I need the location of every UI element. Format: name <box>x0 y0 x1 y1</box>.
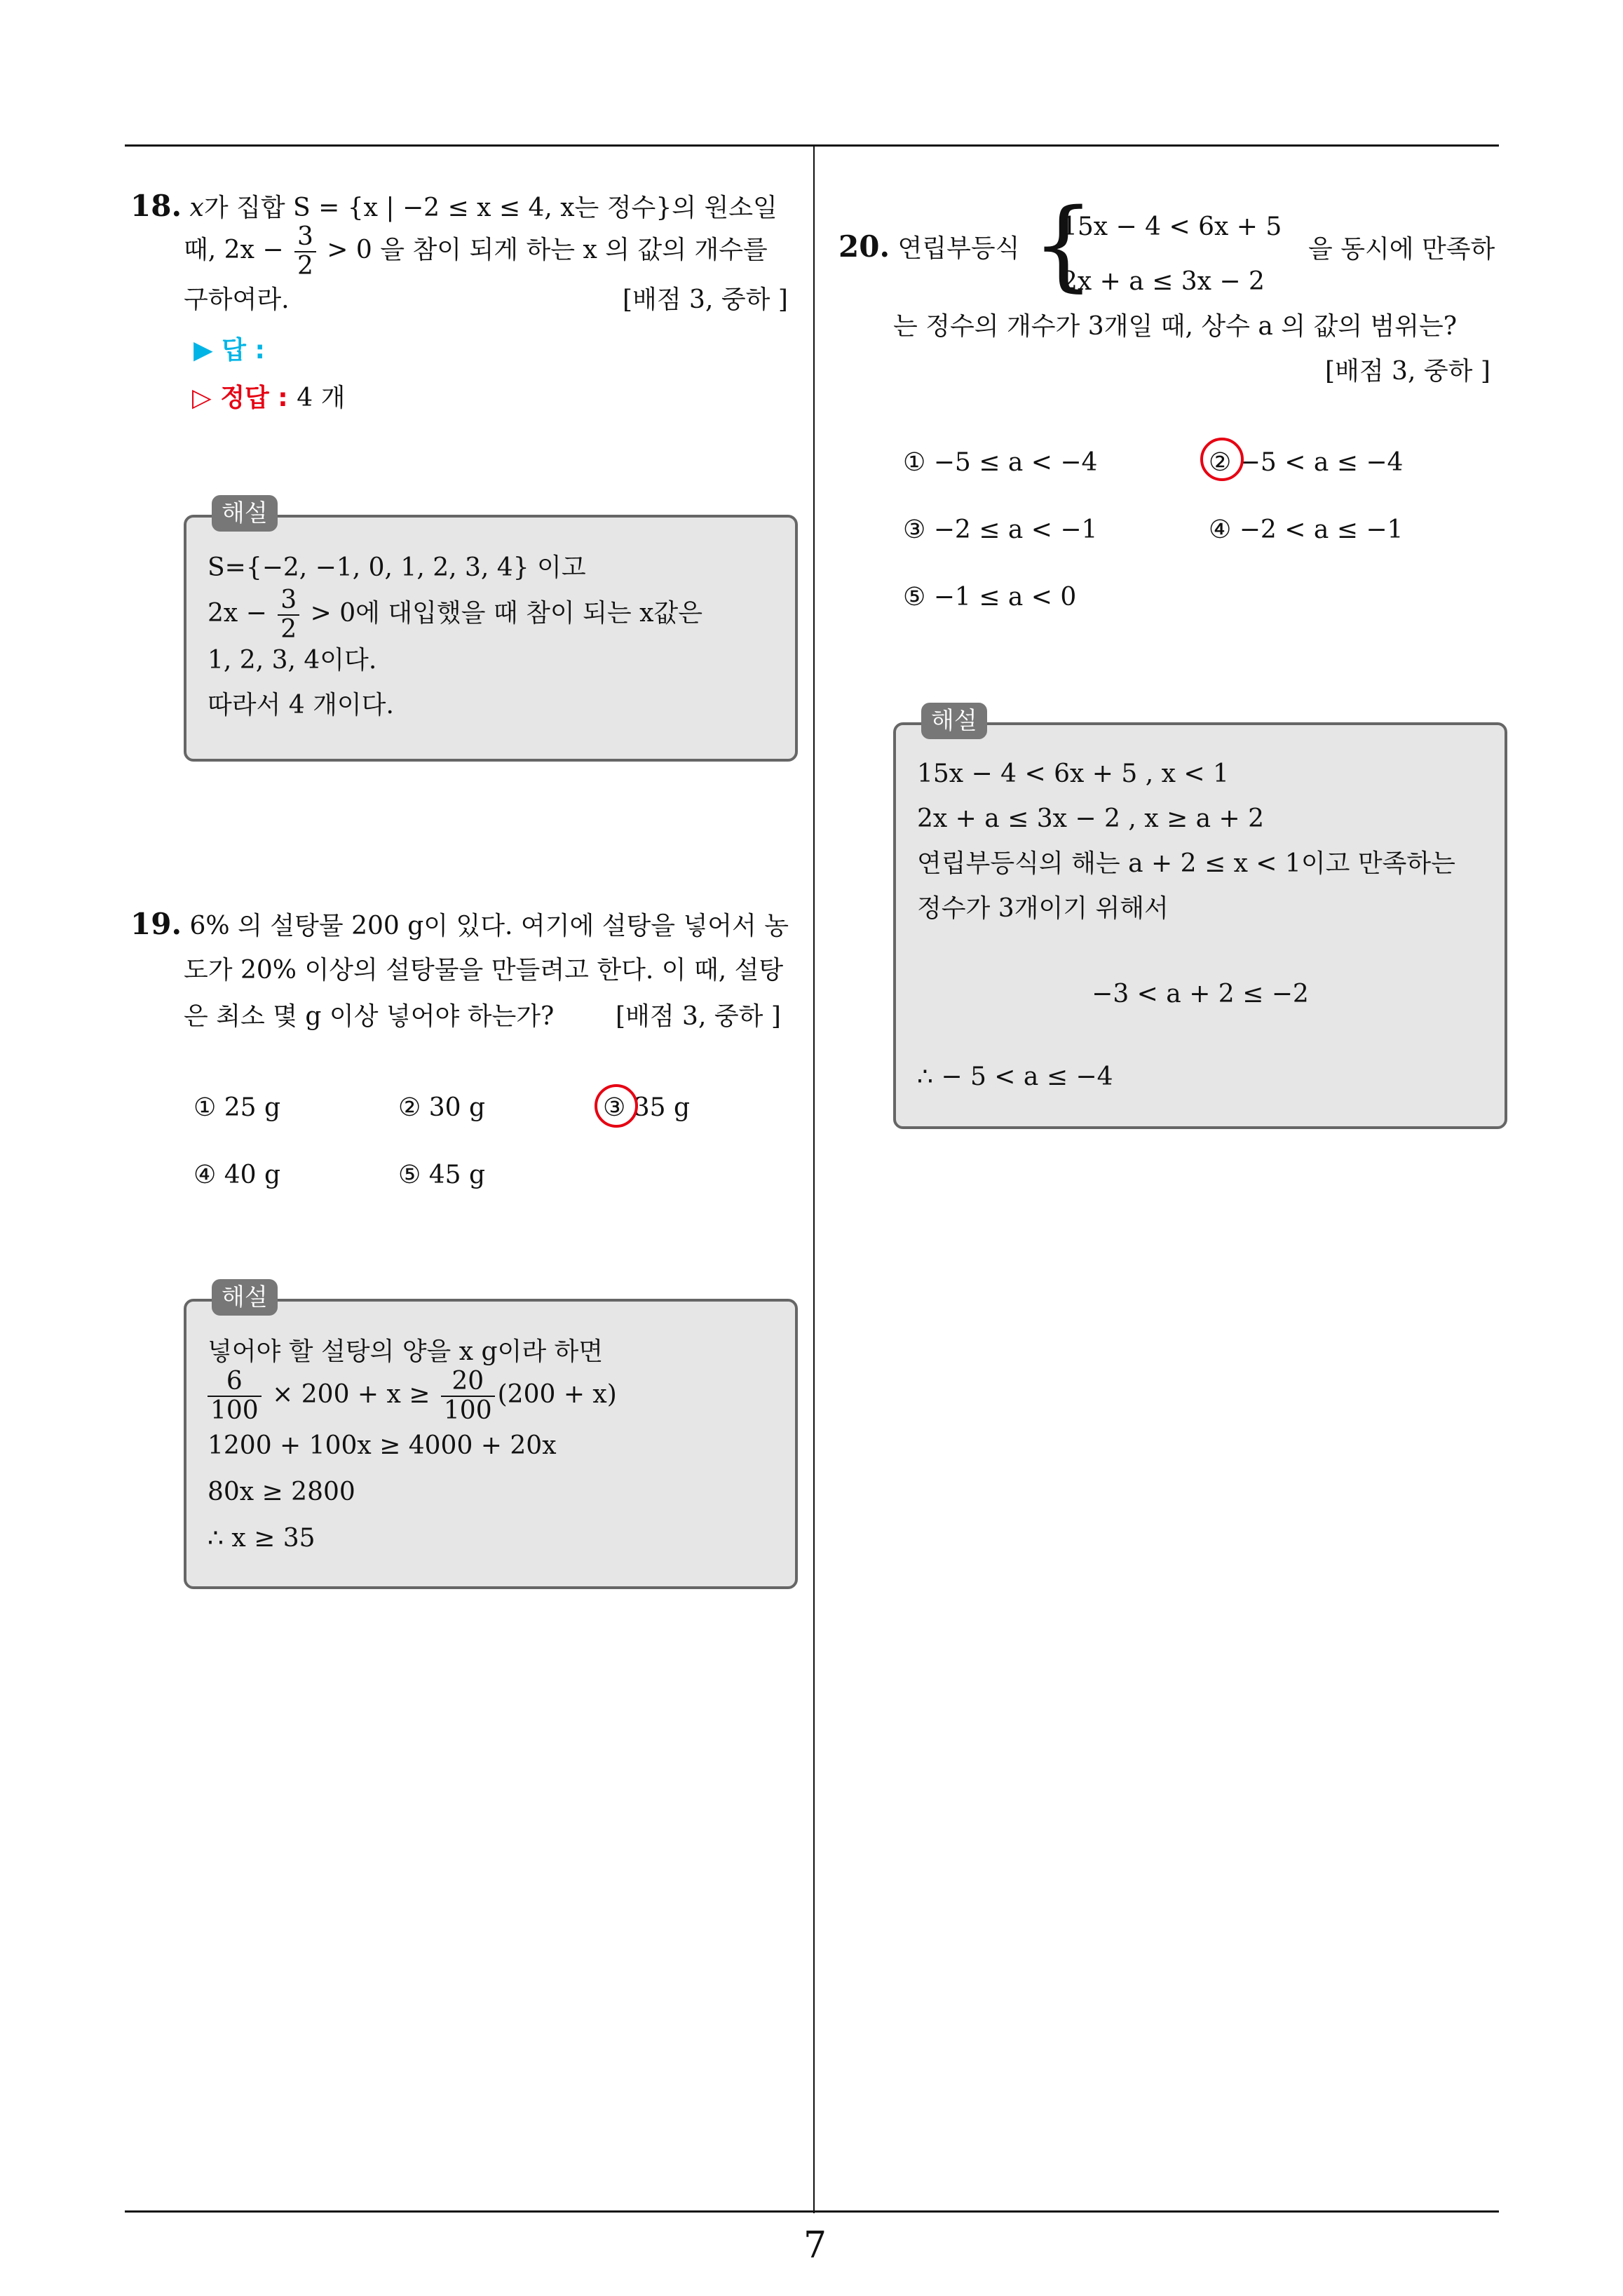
q18-fraction: $\frac{3}{2}$ <box>294 223 316 281</box>
q19-line3: 은 최소 몇 g 이상 넣어야 하는가? <box>184 1002 555 1031</box>
q18-explain-l1: S={−2, −1, 0, 1, 2, 3, 4} 이고 <box>208 553 586 582</box>
q18-number: 18. <box>130 189 182 223</box>
q20-meta: [배점 3, 중하 ] <box>1325 357 1490 386</box>
q18-explain-l4: 따라서 4 개이다. <box>208 691 394 720</box>
q20-choice-5[interactable]: ⑤ −1 ≤ a < 0 <box>903 583 1077 612</box>
bottom-rule <box>125 2210 1499 2213</box>
q19-explanation-tag: 해설 <box>212 1279 278 1316</box>
q19-explain-l4: 80x ≥ 2800 <box>208 1478 355 1506</box>
q20-line1-prefix: 20. 연립부등식 <box>838 229 1020 264</box>
q20-explanation-tag: 해설 <box>921 703 987 739</box>
q18-line2-a: 때, 2x − <box>184 236 284 264</box>
q20-system-brace: { <box>1032 188 1095 302</box>
q20-explain-l1: 15x − 4 < 6x + 5 , x < 1 <box>917 759 1229 788</box>
q18-correct-value: 4 개 <box>297 384 346 412</box>
q19-line1: 19. 6% 의 설탕물 200 g이 있다. 여기에 설탕을 넣어서 농 <box>130 907 789 941</box>
q18-line1 <box>130 191 777 224</box>
q18-explain-l3: 1, 2, 3, 4이다. <box>208 646 377 675</box>
q19-explain-l3: 1200 + 100x ≥ 4000 + 20x <box>208 1431 557 1460</box>
q18-meta: [배점 3, 중하 ] <box>623 285 788 314</box>
q18-line3: 구하여라. <box>184 285 290 314</box>
q20-selected-circle <box>1200 438 1244 481</box>
q19-explain-frac2: $\frac{20}{100}$ <box>441 1368 495 1425</box>
q19-choice-2[interactable]: ② 30 g <box>398 1093 486 1122</box>
q19-choice-1[interactable]: ① 25 g <box>193 1093 281 1122</box>
top-rule <box>125 144 1499 147</box>
q18-correct-label: ▷ 정답 : 4 개 <box>192 384 346 412</box>
q18-explain-fraction: $\frac{3}{2}$ <box>278 586 299 644</box>
q19-explain-l2: $\frac{6}{100}$ × 200 + x ≥ $\frac{20}{100}$ (200 + x) <box>208 1368 617 1425</box>
q18-line2 <box>184 223 768 281</box>
q18-explain-l2: 2x − $\frac{3}{2}$ > 0에 대입했을 때 참이 되는 x값은 <box>208 586 702 644</box>
q19-explain-frac1: $\frac{6}{100}$ <box>208 1368 262 1425</box>
q18-var-x: x <box>189 194 204 222</box>
q18-line2-b: > 0 을 참이 되게 하는 x 의 값의 개수를 <box>327 236 768 264</box>
q20-explain-l2: 2x + a ≤ 3x − 2 , x ≥ a + 2 <box>917 804 1265 833</box>
q20-explain-l4: 정수가 3개이기 위해서 <box>917 894 1169 923</box>
q20-system-eq2: 2x + a ≤ 3x − 2 <box>1061 267 1265 296</box>
q20-line1-suffix: 을 동시에 만족하 <box>1308 235 1495 264</box>
q19-selected-circle <box>595 1084 638 1128</box>
q19-meta: [배점 3, 중하 ] <box>616 1002 781 1031</box>
q20-explain-l5: −3 < a + 2 ≤ −2 <box>1092 980 1309 1008</box>
column-divider <box>813 144 815 2213</box>
q19-explain-l1: 넣어야 할 설탕의 양을 x g이라 하면 <box>208 1337 604 1366</box>
q20-choice-3[interactable]: ③ −2 ≤ a < −1 <box>903 515 1098 544</box>
q18-line1-text: 가 집합 S = {x | −2 ≤ x ≤ 4, x는 정수}의 원소일 <box>203 194 777 222</box>
q20-choice-1[interactable]: ① −5 ≤ a < −4 <box>903 448 1098 477</box>
page-number: 7 <box>803 2224 827 2267</box>
q19-number: 19. <box>130 907 182 941</box>
q20-choice-4[interactable]: ④ −2 < a ≤ −1 <box>1209 515 1404 544</box>
q19-choice-5[interactable]: ⑤ 45 g <box>398 1161 486 1189</box>
q19-line2: 도가 20% 이상의 설탕물을 만들려고 한다. 이 때, 설탕 <box>184 956 784 985</box>
q18-explanation-tag: 해설 <box>212 495 278 532</box>
q19-choice-3[interactable]: ③ 35 g <box>603 1093 691 1122</box>
q18-answer-label: ▶ 답 : <box>193 336 265 365</box>
q20-system-eq1: 15x − 4 < 6x + 5 <box>1061 212 1282 241</box>
q20-number: 20. <box>838 229 890 264</box>
q20-explain-l6: ∴ − 5 < a ≤ −4 <box>917 1062 1113 1091</box>
q20-explain-l3: 연립부등식의 해는 a + 2 ≤ x < 1이고 만족하는 <box>917 849 1455 878</box>
q19-choice-4[interactable]: ④ 40 g <box>193 1161 281 1189</box>
q20-line2: 는 정수의 개수가 3개일 때, 상수 a 의 값의 범위는? <box>893 312 1458 341</box>
q19-explain-l5: ∴ x ≥ 35 <box>208 1524 315 1553</box>
q20-choice-2[interactable]: ② −5 < a ≤ −4 <box>1209 448 1404 477</box>
